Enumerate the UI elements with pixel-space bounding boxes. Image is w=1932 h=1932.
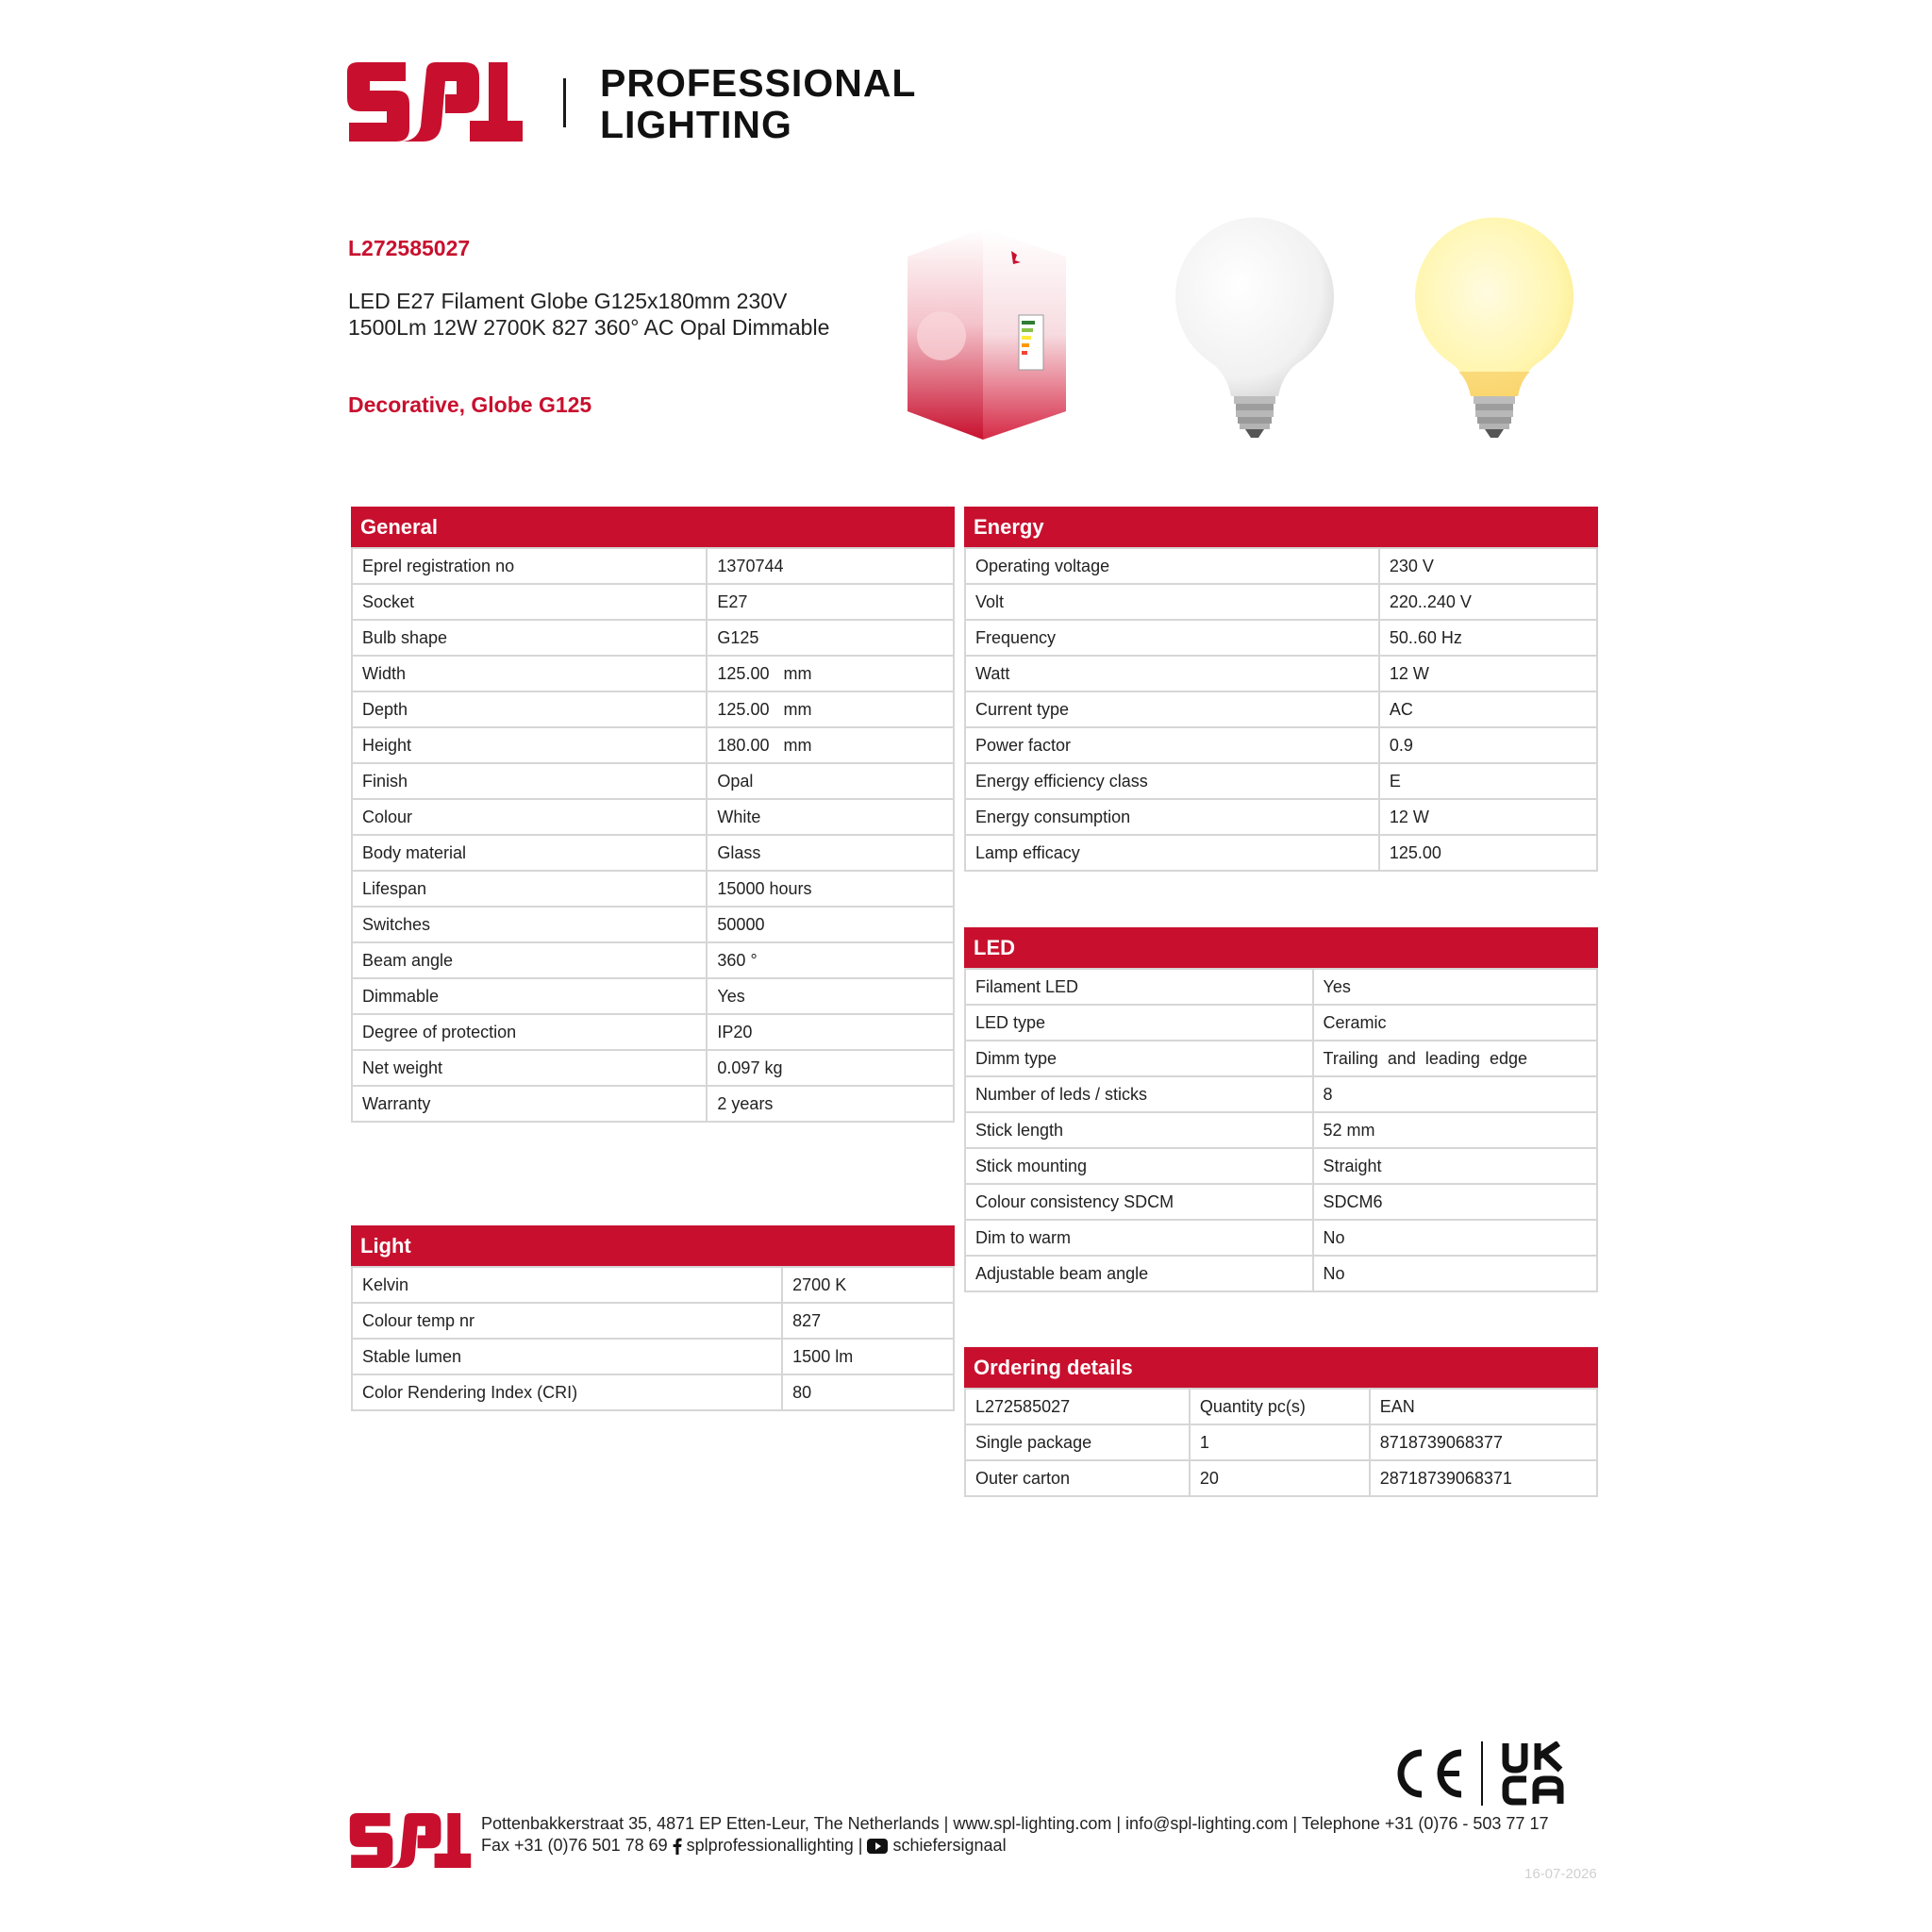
led-row — [965, 1256, 1597, 1291]
energy-row — [965, 799, 1597, 835]
general-value: 15000 hours — [707, 871, 954, 907]
ce-mark-icon — [1393, 1747, 1464, 1800]
led-label: Dim to warm — [965, 1220, 1313, 1256]
general-row — [352, 799, 954, 835]
light-value: 2700 K — [782, 1267, 954, 1303]
document-date: 16-07-2026 — [1524, 1866, 1597, 1882]
ukca-mark-icon — [1502, 1741, 1564, 1806]
light-value: 1500 lm — [782, 1339, 954, 1374]
general-label: Switches — [352, 907, 707, 942]
energy-label: Energy efficiency class — [965, 763, 1379, 799]
led-row — [965, 1076, 1597, 1112]
general-value: 2 years — [707, 1086, 954, 1122]
led-value: 8 — [1313, 1076, 1598, 1112]
energy-row — [965, 584, 1597, 620]
general-label: Degree of protection — [352, 1014, 707, 1050]
logo-divider — [563, 78, 566, 127]
light-title: Light — [351, 1225, 955, 1266]
ordering-title: Ordering details — [964, 1347, 1598, 1388]
general-label: Lifespan — [352, 871, 707, 907]
light-label: Kelvin — [352, 1267, 782, 1303]
general-table — [351, 547, 955, 1123]
energy-value: 125.00 — [1379, 835, 1597, 871]
led-row — [965, 1041, 1597, 1076]
light-table — [351, 1266, 955, 1411]
ordering-cell: 1 — [1190, 1424, 1370, 1460]
bulb-on-image — [1409, 211, 1579, 447]
general-label: Body material — [352, 835, 707, 871]
brand-line-1: PROFESSIONAL — [600, 61, 917, 105]
energy-row — [965, 548, 1597, 584]
footer-youtube[interactable]: schiefersignaal — [892, 1836, 1007, 1855]
ordering-header-quantity: Quantity pc(s) — [1190, 1389, 1370, 1424]
energy-panel — [964, 507, 1598, 872]
light-label: Colour temp nr — [352, 1303, 782, 1339]
general-row — [352, 584, 954, 620]
general-value: 1370744 — [707, 548, 954, 584]
energy-value: E — [1379, 763, 1597, 799]
general-value: G125 — [707, 620, 954, 656]
spl-footer-logo — [349, 1813, 472, 1868]
led-label: LED type — [965, 1005, 1313, 1041]
energy-value: 220..240 V — [1379, 584, 1597, 620]
energy-row — [965, 656, 1597, 691]
ordering-table — [964, 1388, 1598, 1497]
general-value: Glass — [707, 835, 954, 871]
footer-address: Pottenbakkerstraat 35, 4871 EP Etten-Leur, The Netherlands | www.spl-lighting.com | info@spl-lighting.com | Telephone +31 (0)76 - 503 77 17 — [481, 1814, 1549, 1833]
led-value: SDCM6 — [1313, 1184, 1598, 1220]
energy-value: 50..60 Hz — [1379, 620, 1597, 656]
general-label: Net weight — [352, 1050, 707, 1086]
packaging-box-image — [908, 223, 1068, 440]
led-row — [965, 1184, 1597, 1220]
general-value: 180.00 mm — [707, 727, 954, 763]
general-value: IP20 — [707, 1014, 954, 1050]
general-label: Warranty — [352, 1086, 707, 1122]
general-label: Socket — [352, 584, 707, 620]
energy-table — [964, 547, 1598, 872]
led-value: Ceramic — [1313, 1005, 1598, 1041]
energy-title: Energy — [964, 507, 1598, 547]
led-value: Yes — [1313, 969, 1598, 1005]
led-label: Adjustable beam angle — [965, 1256, 1313, 1291]
footer-contact — [481, 1836, 1007, 1856]
energy-label: Operating voltage — [965, 548, 1379, 584]
light-label: Color Rendering Index (CRI) — [352, 1374, 782, 1410]
general-value: Yes — [707, 978, 954, 1014]
light-row — [352, 1339, 954, 1374]
light-row — [352, 1267, 954, 1303]
energy-label: Lamp efficacy — [965, 835, 1379, 871]
general-value: 360 ° — [707, 942, 954, 978]
led-title: LED — [964, 927, 1598, 968]
led-table — [964, 968, 1598, 1292]
general-label: Colour — [352, 799, 707, 835]
ordering-row-carton — [965, 1460, 1597, 1496]
light-value: 827 — [782, 1303, 954, 1339]
general-label: Width — [352, 656, 707, 691]
led-row — [965, 1112, 1597, 1148]
general-label: Beam angle — [352, 942, 707, 978]
general-value: 125.00 mm — [707, 656, 954, 691]
ordering-row-single — [965, 1424, 1597, 1460]
general-label: Depth — [352, 691, 707, 727]
energy-label: Current type — [965, 691, 1379, 727]
ordering-cell: Outer carton — [965, 1460, 1190, 1496]
energy-row — [965, 620, 1597, 656]
led-value: Trailing and leading edge — [1313, 1041, 1598, 1076]
led-value: 52 mm — [1313, 1112, 1598, 1148]
ordering-cell: 28718739068371 — [1370, 1460, 1597, 1496]
general-label: Finish — [352, 763, 707, 799]
led-row — [965, 1005, 1597, 1041]
footer-facebook[interactable]: splprofessionallighting | — [686, 1836, 863, 1855]
led-label: Filament LED — [965, 969, 1313, 1005]
energy-label: Volt — [965, 584, 1379, 620]
led-label: Stick mounting — [965, 1148, 1313, 1184]
energy-label: Power factor — [965, 727, 1379, 763]
general-label: Eprel registration no — [352, 548, 707, 584]
ordering-cell: 20 — [1190, 1460, 1370, 1496]
energy-label: Watt — [965, 656, 1379, 691]
general-row — [352, 656, 954, 691]
general-value: 125.00 mm — [707, 691, 954, 727]
energy-value: AC — [1379, 691, 1597, 727]
ordering-header-code: L272585027 — [965, 1389, 1190, 1424]
general-label: Bulb shape — [352, 620, 707, 656]
general-value: E27 — [707, 584, 954, 620]
general-label: Height — [352, 727, 707, 763]
light-panel — [351, 1225, 955, 1411]
spl-logo — [347, 62, 523, 142]
led-value: No — [1313, 1220, 1598, 1256]
general-row — [352, 763, 954, 799]
ordering-header-row — [965, 1389, 1597, 1424]
general-title: General — [351, 507, 955, 547]
general-row — [352, 1050, 954, 1086]
general-row — [352, 620, 954, 656]
general-value: White — [707, 799, 954, 835]
facebook-icon — [673, 1838, 682, 1855]
footer-fax: Fax +31 (0)76 501 78 69 — [481, 1836, 668, 1855]
general-row — [352, 907, 954, 942]
general-value: Opal — [707, 763, 954, 799]
led-label: Dimm type — [965, 1041, 1313, 1076]
general-value: 50000 — [707, 907, 954, 942]
general-row — [352, 1086, 954, 1122]
energy-value: 12 W — [1379, 799, 1597, 835]
brand-line-2: LIGHTING — [600, 103, 792, 146]
energy-label: Frequency — [965, 620, 1379, 656]
general-row — [352, 835, 954, 871]
light-row — [352, 1374, 954, 1410]
led-row — [965, 969, 1597, 1005]
general-label: Dimmable — [352, 978, 707, 1014]
energy-row — [965, 727, 1597, 763]
ordering-panel — [964, 1347, 1598, 1497]
energy-label: Energy consumption — [965, 799, 1379, 835]
energy-row — [965, 835, 1597, 871]
light-label: Stable lumen — [352, 1339, 782, 1374]
led-label: Stick length — [965, 1112, 1313, 1148]
general-value: 0.097 kg — [707, 1050, 954, 1086]
general-row — [352, 942, 954, 978]
led-row — [965, 1220, 1597, 1256]
led-panel — [964, 927, 1598, 1292]
energy-row — [965, 691, 1597, 727]
general-panel — [351, 507, 955, 1123]
youtube-icon — [867, 1839, 888, 1854]
general-row — [352, 727, 954, 763]
ordering-cell: 8718739068377 — [1370, 1424, 1597, 1460]
led-row — [965, 1148, 1597, 1184]
ordering-cell: Single package — [965, 1424, 1190, 1460]
general-row — [352, 691, 954, 727]
bulb-off-image — [1170, 211, 1340, 447]
general-row — [352, 871, 954, 907]
product-category: Decorative, Globe G125 — [348, 392, 592, 417]
brand-name — [600, 62, 916, 145]
light-row — [352, 1303, 954, 1339]
led-value: Straight — [1313, 1148, 1598, 1184]
general-row — [352, 548, 954, 584]
certification-divider — [1481, 1741, 1483, 1806]
general-row — [352, 1014, 954, 1050]
energy-value: 12 W — [1379, 656, 1597, 691]
product-code: L272585027 — [348, 236, 471, 260]
product-description: LED E27 Filament Globe G125x180mm 230V 1500Lm 12W 2700K 827 360° AC Opal Dimmable — [348, 289, 830, 340]
energy-value: 0.9 — [1379, 727, 1597, 763]
ordering-header-ean: EAN — [1370, 1389, 1597, 1424]
general-row — [352, 978, 954, 1014]
led-label: Number of leds / sticks — [965, 1076, 1313, 1112]
energy-value: 230 V — [1379, 548, 1597, 584]
energy-row — [965, 763, 1597, 799]
light-value: 80 — [782, 1374, 954, 1410]
led-label: Colour consistency SDCM — [965, 1184, 1313, 1220]
led-value: No — [1313, 1256, 1598, 1291]
